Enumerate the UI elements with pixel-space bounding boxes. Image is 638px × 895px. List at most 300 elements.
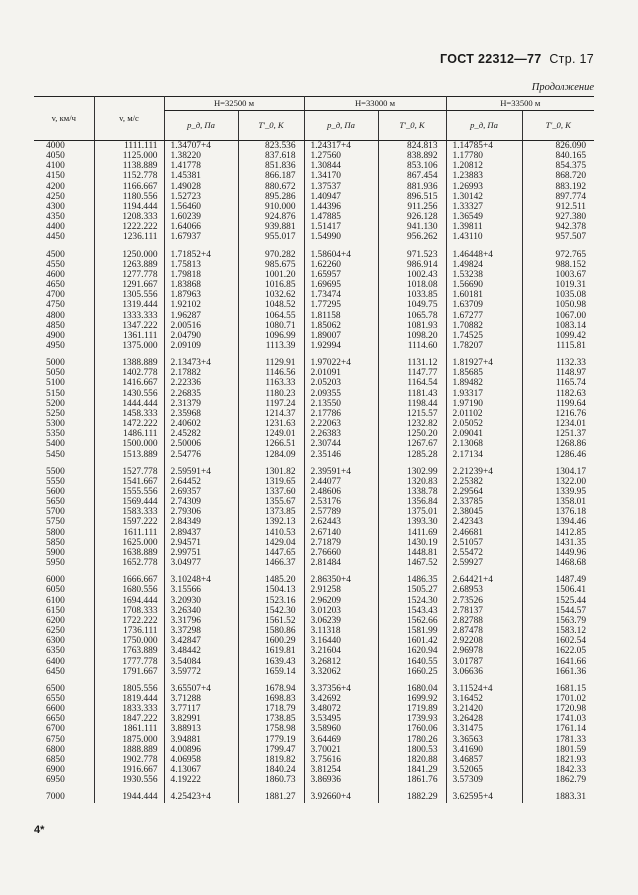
cell-temperature-h3: 1563.79: [522, 616, 594, 626]
cell-pressure-h3: 1.23883: [446, 171, 522, 181]
table-row: [34, 646, 594, 656]
cell-pressure-h3: 2.42343: [446, 517, 522, 527]
cell-speed-ms: 1250.000: [94, 250, 164, 260]
cell-temperature-h1: 1678.94: [238, 684, 304, 694]
cell-speed-kmh: 6500: [46, 683, 65, 694]
cell-temperature-h1: 823.536: [238, 141, 304, 152]
cell-temperature-h2: 1033.85: [378, 290, 446, 300]
cell-temperature-h3: 1234.01: [522, 419, 594, 429]
cell-pressure-h2: 3.32062: [304, 667, 378, 677]
cell-pressure-h2: 2.17786: [304, 409, 378, 419]
cell-pressure-h1: 1.34707+4: [164, 141, 238, 152]
cell-temperature-h1: 1738.85: [238, 714, 304, 724]
cell-speed-ms: 1194.444: [94, 202, 164, 212]
cell-temperature-h1: 1048.52: [238, 300, 304, 310]
table-row: [34, 212, 594, 222]
table-row: [34, 450, 594, 460]
cell-pressure-h2: 1.81158: [304, 311, 378, 321]
cell-temperature-h3: 854.375: [522, 161, 594, 171]
cell-pressure-h1: 3.48442: [164, 646, 238, 656]
header-temperature: T'_0, К: [238, 111, 304, 141]
cell-pressure-h1: 3.20930: [164, 596, 238, 606]
cell-speed-ms: 1361.111: [94, 331, 164, 341]
cell-temperature-h2: 1640.55: [378, 657, 446, 667]
cell-pressure-h2: 3.58960: [304, 724, 378, 734]
cell-speed-ms: 1486.111: [94, 429, 164, 439]
cell-speed-ms: 1458.333: [94, 409, 164, 419]
page-header: [440, 52, 594, 66]
cell-pressure-h3: 1.85685: [446, 368, 522, 378]
cell-temperature-h3: 942.378: [522, 222, 594, 232]
cell-pressure-h1: 3.15566: [164, 585, 238, 595]
cell-speed-ms: 1722.222: [94, 616, 164, 626]
cell-pressure-h3: 1.46448+4: [446, 250, 522, 260]
cell-pressure-h3: 1.39811: [446, 222, 522, 232]
cell-speed-kmh: 5550: [46, 476, 65, 487]
cell-pressure-h3: 1.53238: [446, 270, 522, 280]
cell-speed-ms: 1416.667: [94, 378, 164, 388]
cell-speed-kmh: 4700: [46, 290, 65, 301]
cell-pressure-h2: 1.92994: [304, 341, 378, 351]
cell-temperature-h2: 1356.84: [378, 497, 446, 507]
cell-pressure-h1: 2.26835: [164, 389, 238, 399]
header-speed-kmh: v, км/ч: [34, 97, 94, 141]
table-row: [34, 755, 594, 765]
cell-pressure-h1: 1.45381: [164, 171, 238, 181]
table-row: [34, 765, 594, 775]
cell-pressure-h2: 1.54990: [304, 232, 378, 242]
cell-pressure-h1: 1.67937: [164, 232, 238, 242]
cell-pressure-h2: 1.37537: [304, 182, 378, 192]
cell-pressure-h1: 2.89437: [164, 528, 238, 538]
cell-pressure-h2: 1.44396: [304, 202, 378, 212]
cell-speed-kmh: 5250: [46, 408, 65, 419]
cell-speed-ms: 1527.778: [94, 467, 164, 477]
cell-pressure-h1: 2.59591+4: [164, 467, 238, 477]
cell-temperature-h1: 910.000: [238, 202, 304, 212]
cell-pressure-h2: 3.11318: [304, 626, 378, 636]
cell-temperature-h3: 1165.74: [522, 378, 594, 388]
cell-temperature-h3: 1182.63: [522, 389, 594, 399]
cell-temperature-h1: 1355.67: [238, 497, 304, 507]
cell-pressure-h1: 4.13067: [164, 765, 238, 775]
cell-speed-kmh: 4050: [46, 151, 65, 162]
cell-pressure-h3: 1.67277: [446, 311, 522, 321]
table-row: [34, 792, 594, 802]
cell-temperature-h2: 1448.81: [378, 548, 446, 558]
cell-temperature-h1: 1840.24: [238, 765, 304, 775]
cell-temperature-h3: 1661.36: [522, 667, 594, 677]
cell-pressure-h3: 1.78207: [446, 341, 522, 351]
cell-speed-ms: 1236.111: [94, 232, 164, 242]
table-row: [34, 341, 594, 351]
cell-temperature-h1: 1600.29: [238, 636, 304, 646]
cell-pressure-h2: 2.81484: [304, 558, 378, 568]
cell-speed-kmh: 5400: [46, 439, 65, 450]
table-row: [34, 714, 594, 724]
cell-temperature-h2: 1065.78: [378, 311, 446, 321]
cell-pressure-h2: 2.86350+4: [304, 575, 378, 585]
cell-pressure-h1: 2.09109: [164, 341, 238, 351]
cell-speed-kmh: 6450: [46, 666, 65, 677]
cell-temperature-h2: 896.515: [378, 192, 446, 202]
cell-pressure-h1: 1.52723: [164, 192, 238, 202]
cell-speed-ms: 1833.333: [94, 704, 164, 714]
cell-pressure-h3: 1.26993: [446, 182, 522, 192]
cell-speed-ms: 1291.667: [94, 280, 164, 290]
cell-temperature-h3: 1720.98: [522, 704, 594, 714]
table-row: [34, 161, 594, 171]
cell-temperature-h2: 1181.43: [378, 389, 446, 399]
cell-speed-ms: 1125.000: [94, 151, 164, 161]
table-row: [34, 626, 594, 636]
cell-speed-kmh: 5000: [46, 358, 65, 369]
cell-pressure-h3: 1.89482: [446, 378, 522, 388]
cell-pressure-h3: 3.46857: [446, 755, 522, 765]
aero-table: [34, 96, 594, 803]
cell-speed-kmh: 4450: [46, 232, 65, 243]
cell-temperature-h1: 1819.82: [238, 755, 304, 765]
table-row: [34, 232, 594, 242]
cell-speed-ms: 1138.889: [94, 161, 164, 171]
cell-pressure-h1: 3.26340: [164, 606, 238, 616]
cell-pressure-h3: 1.81927+4: [446, 358, 522, 368]
cell-temperature-h2: 1760.06: [378, 724, 446, 734]
cell-pressure-h3: 1.74525: [446, 331, 522, 341]
cell-temperature-h3: 1468.68: [522, 558, 594, 568]
cell-pressure-h1: 3.59772: [164, 667, 238, 677]
cell-speed-ms: 1763.889: [94, 646, 164, 656]
cell-temperature-h1: 895.286: [238, 192, 304, 202]
cell-pressure-h1: 3.71288: [164, 694, 238, 704]
cell-speed-ms: 1888.889: [94, 745, 164, 755]
cell-pressure-h2: 3.42692: [304, 694, 378, 704]
cell-speed-ms: 1500.000: [94, 439, 164, 449]
cell-temperature-h1: 1561.52: [238, 616, 304, 626]
cell-temperature-h2: 911.256: [378, 202, 446, 212]
cell-pressure-h1: 4.25423+4: [164, 792, 238, 802]
cell-pressure-h3: 3.06636: [446, 667, 522, 677]
cell-pressure-h2: 2.67140: [304, 528, 378, 538]
cell-temperature-h3: 972.765: [522, 250, 594, 260]
cell-pressure-h3: 3.01787: [446, 657, 522, 667]
cell-pressure-h1: 2.99751: [164, 548, 238, 558]
cell-pressure-h1: 1.87963: [164, 290, 238, 300]
cell-temperature-h1: 1619.81: [238, 646, 304, 656]
cell-temperature-h3: 1216.76: [522, 409, 594, 419]
cell-temperature-h2: 1302.99: [378, 467, 446, 477]
cell-pressure-h3: 2.87478: [446, 626, 522, 636]
cell-speed-ms: 1222.222: [94, 222, 164, 232]
cell-pressure-h2: 2.22063: [304, 419, 378, 429]
table-row: [34, 704, 594, 714]
cell-pressure-h3: 2.51057: [446, 538, 522, 548]
cell-temperature-h3: 1322.00: [522, 477, 594, 487]
cell-speed-kmh: 5200: [46, 398, 65, 409]
cell-pressure-h3: 1.43110: [446, 232, 522, 242]
cell-temperature-h2: 853.106: [378, 161, 446, 171]
cell-temperature-h3: 1003.67: [522, 270, 594, 280]
cell-temperature-h3: 1883.31: [522, 792, 594, 802]
cell-pressure-h2: 1.51417: [304, 222, 378, 232]
cell-pressure-h3: 3.36563: [446, 735, 522, 745]
cell-temperature-h1: 1337.60: [238, 487, 304, 497]
cell-pressure-h1: 2.00516: [164, 321, 238, 331]
cell-pressure-h2: 1.47885: [304, 212, 378, 222]
cell-temperature-h1: 1001.20: [238, 270, 304, 280]
cell-pressure-h3: 2.73526: [446, 596, 522, 606]
cell-temperature-h2: 1841.29: [378, 765, 446, 775]
cell-temperature-h3: 1641.66: [522, 657, 594, 667]
cell-pressure-h2: 1.27560: [304, 151, 378, 161]
cell-speed-kmh: 6300: [46, 636, 65, 647]
cell-pressure-h1: 1.92102: [164, 300, 238, 310]
cell-temperature-h1: 1779.19: [238, 735, 304, 745]
table-row: [34, 250, 594, 260]
cell-speed-ms: 1944.444: [94, 792, 164, 802]
cell-temperature-h2: 1320.83: [378, 477, 446, 487]
cell-temperature-h1: 1064.55: [238, 311, 304, 321]
cell-pressure-h2: 3.37356+4: [304, 684, 378, 694]
cell-pressure-h3: 1.60181: [446, 290, 522, 300]
cell-temperature-h3: 1544.57: [522, 606, 594, 616]
cell-pressure-h2: 1.24317+4: [304, 141, 378, 152]
cell-temperature-h1: 1881.27: [238, 792, 304, 802]
cell-pressure-h3: 2.78137: [446, 606, 522, 616]
cell-pressure-h1: 1.38220: [164, 151, 238, 161]
cell-pressure-h1: 2.13473+4: [164, 358, 238, 368]
cell-speed-kmh: 6100: [46, 595, 65, 606]
cell-pressure-h2: 1.30844: [304, 161, 378, 171]
cell-speed-ms: 1388.889: [94, 358, 164, 368]
table-row: [34, 171, 594, 181]
cell-temperature-h1: 1197.24: [238, 399, 304, 409]
cell-speed-kmh: 6550: [46, 693, 65, 704]
cell-pressure-h2: 1.85062: [304, 321, 378, 331]
cell-pressure-h3: 2.17134: [446, 450, 522, 460]
cell-pressure-h3: 2.64421+4: [446, 575, 522, 585]
cell-temperature-h2: 1098.20: [378, 331, 446, 341]
cell-temperature-h2: 1505.27: [378, 585, 446, 595]
cell-speed-ms: 1166.667: [94, 182, 164, 192]
cell-speed-ms: 1430.556: [94, 389, 164, 399]
cell-temperature-h3: 840.165: [522, 151, 594, 161]
cell-temperature-h3: 826.090: [522, 141, 594, 152]
header-altitude-1: H=32500 м: [164, 97, 304, 111]
cell-speed-ms: 1541.667: [94, 477, 164, 487]
cell-speed-kmh: 5300: [46, 419, 65, 430]
cell-speed-kmh: 5150: [46, 388, 65, 399]
cell-temperature-h2: 1861.76: [378, 775, 446, 785]
cell-speed-kmh: 4800: [46, 310, 65, 321]
cell-temperature-h3: 1199.64: [522, 399, 594, 409]
cell-pressure-h1: 1.64066: [164, 222, 238, 232]
cell-temperature-h3: 1525.44: [522, 596, 594, 606]
cell-pressure-h2: 1.89007: [304, 331, 378, 341]
cell-pressure-h1: 2.69357: [164, 487, 238, 497]
table-row: [34, 141, 594, 152]
cell-temperature-h1: 1163.33: [238, 378, 304, 388]
table-body: [34, 141, 594, 803]
table-row: [34, 321, 594, 331]
cell-temperature-h2: 1660.25: [378, 667, 446, 677]
cell-temperature-h3: 1862.79: [522, 775, 594, 785]
cell-temperature-h3: 897.774: [522, 192, 594, 202]
cell-temperature-h1: 970.282: [238, 250, 304, 260]
cell-pressure-h2: 2.30744: [304, 439, 378, 449]
cell-pressure-h2: 2.13550: [304, 399, 378, 409]
cell-temperature-h3: 883.192: [522, 182, 594, 192]
cell-speed-kmh: 5950: [46, 558, 65, 569]
cell-pressure-h2: 3.92660+4: [304, 792, 378, 802]
cell-pressure-h1: 1.96287: [164, 311, 238, 321]
cell-speed-ms: 1472.222: [94, 419, 164, 429]
cell-pressure-h1: 2.04790: [164, 331, 238, 341]
table-row: [34, 151, 594, 161]
cell-speed-kmh: 5350: [46, 429, 65, 440]
group-gap: [34, 677, 594, 684]
table-row: [34, 270, 594, 280]
cell-pressure-h3: 2.68953: [446, 585, 522, 595]
cell-pressure-h3: 3.57309: [446, 775, 522, 785]
cell-pressure-h1: 2.17882: [164, 368, 238, 378]
cell-pressure-h2: 3.21604: [304, 646, 378, 656]
cell-temperature-h1: 837.618: [238, 151, 304, 161]
cell-temperature-h3: 1842.33: [522, 765, 594, 775]
cell-pressure-h3: 3.11524+4: [446, 684, 522, 694]
cell-speed-kmh: 5650: [46, 497, 65, 508]
cell-speed-kmh: 6800: [46, 744, 65, 755]
table-row: [34, 548, 594, 558]
cell-temperature-h3: 1286.46: [522, 450, 594, 460]
cell-speed-ms: 1861.111: [94, 724, 164, 734]
cell-pressure-h3: 2.01102: [446, 409, 522, 419]
cell-pressure-h2: 3.53495: [304, 714, 378, 724]
cell-pressure-h1: 3.94881: [164, 735, 238, 745]
header-temperature: T'_0, К: [522, 111, 594, 141]
cell-temperature-h2: 1739.93: [378, 714, 446, 724]
cell-pressure-h3: 2.82788: [446, 616, 522, 626]
table-row: [34, 419, 594, 429]
cell-speed-kmh: 6900: [46, 765, 65, 776]
cell-speed-ms: 1750.000: [94, 636, 164, 646]
cell-speed-kmh: 4950: [46, 340, 65, 351]
cell-speed-kmh: 5900: [46, 547, 65, 558]
cell-speed-kmh: 6400: [46, 656, 65, 667]
cell-temperature-h3: 1268.86: [522, 439, 594, 449]
cell-temperature-h1: 851.836: [238, 161, 304, 171]
table-row: [34, 636, 594, 646]
cell-temperature-h1: 1466.37: [238, 558, 304, 568]
cell-temperature-h1: 1301.82: [238, 467, 304, 477]
cell-temperature-h2: 986.914: [378, 260, 446, 270]
cell-pressure-h1: 1.49028: [164, 182, 238, 192]
table-row: [34, 585, 594, 595]
cell-pressure-h3: 2.21239+4: [446, 467, 522, 477]
cell-pressure-h3: 2.29564: [446, 487, 522, 497]
cell-pressure-h3: 3.62595+4: [446, 792, 522, 802]
cell-pressure-h2: 2.76660: [304, 548, 378, 558]
cell-pressure-h2: 1.34170: [304, 171, 378, 181]
cell-temperature-h1: 1284.09: [238, 450, 304, 460]
cell-pressure-h2: 2.09355: [304, 389, 378, 399]
cell-speed-ms: 1930.556: [94, 775, 164, 785]
cell-temperature-h1: 955.017: [238, 232, 304, 242]
cell-speed-ms: 1611.111: [94, 528, 164, 538]
cell-temperature-h3: 912.511: [522, 202, 594, 212]
table-row: [34, 657, 594, 667]
cell-speed-kmh: 6950: [46, 775, 65, 786]
cell-pressure-h2: 3.86936: [304, 775, 378, 785]
page-number: Стр. 17: [549, 52, 594, 66]
cell-speed-ms: 1208.333: [94, 212, 164, 222]
cell-temperature-h3: 927.380: [522, 212, 594, 222]
cell-pressure-h2: 1.97022+4: [304, 358, 378, 368]
cell-speed-kmh: 5500: [46, 466, 65, 477]
cell-temperature-h3: 1506.41: [522, 585, 594, 595]
cell-pressure-h3: 1.70882: [446, 321, 522, 331]
cell-pressure-h3: 3.21420: [446, 704, 522, 714]
continuation-label: Продолжение: [531, 82, 594, 93]
cell-pressure-h3: 1.33327: [446, 202, 522, 212]
cell-temperature-h2: 1820.88: [378, 755, 446, 765]
cell-temperature-h1: 1485.20: [238, 575, 304, 585]
cell-temperature-h2: 1081.93: [378, 321, 446, 331]
cell-temperature-h2: 1800.53: [378, 745, 446, 755]
cell-pressure-h3: 2.13068: [446, 439, 522, 449]
cell-speed-ms: 1736.111: [94, 626, 164, 636]
cell-pressure-h3: 2.59927: [446, 558, 522, 568]
cell-temperature-h2: 1250.20: [378, 429, 446, 439]
cell-pressure-h1: 2.22336: [164, 378, 238, 388]
cell-temperature-h1: 1266.51: [238, 439, 304, 449]
cell-temperature-h3: 1339.95: [522, 487, 594, 497]
cell-temperature-h3: 1148.97: [522, 368, 594, 378]
cell-pressure-h1: 1.60239: [164, 212, 238, 222]
cell-pressure-h2: 3.81254: [304, 765, 378, 775]
cell-temperature-h3: 1099.42: [522, 331, 594, 341]
cell-pressure-h1: 4.06958: [164, 755, 238, 765]
cell-temperature-h2: 1215.57: [378, 409, 446, 419]
cell-pressure-h2: 3.48072: [304, 704, 378, 714]
cell-speed-kmh: 6750: [46, 734, 65, 745]
table-row: [34, 528, 594, 538]
cell-temperature-h2: 1018.08: [378, 280, 446, 290]
cell-temperature-h3: 1132.33: [522, 358, 594, 368]
cell-temperature-h2: 1699.92: [378, 694, 446, 704]
cell-speed-kmh: 5700: [46, 507, 65, 518]
table-row: [34, 606, 594, 616]
group-gap: [34, 785, 594, 792]
cell-temperature-h1: 1429.04: [238, 538, 304, 548]
table-row: [34, 507, 594, 517]
cell-speed-kmh: 7000: [46, 792, 65, 803]
cell-pressure-h2: 2.96209: [304, 596, 378, 606]
cell-speed-ms: 1444.444: [94, 399, 164, 409]
cell-temperature-h1: 1096.99: [238, 331, 304, 341]
cell-pressure-h1: 3.65507+4: [164, 684, 238, 694]
cell-temperature-h2: 1267.67: [378, 439, 446, 449]
cell-temperature-h2: 1780.26: [378, 735, 446, 745]
group-gap: [34, 568, 594, 575]
cell-temperature-h1: 1032.62: [238, 290, 304, 300]
table-row: [34, 399, 594, 409]
cell-pressure-h2: 1.73474: [304, 290, 378, 300]
table-row: [34, 389, 594, 399]
cell-temperature-h3: 1251.37: [522, 429, 594, 439]
cell-pressure-h1: 3.42847: [164, 636, 238, 646]
cell-temperature-h3: 1050.98: [522, 300, 594, 310]
